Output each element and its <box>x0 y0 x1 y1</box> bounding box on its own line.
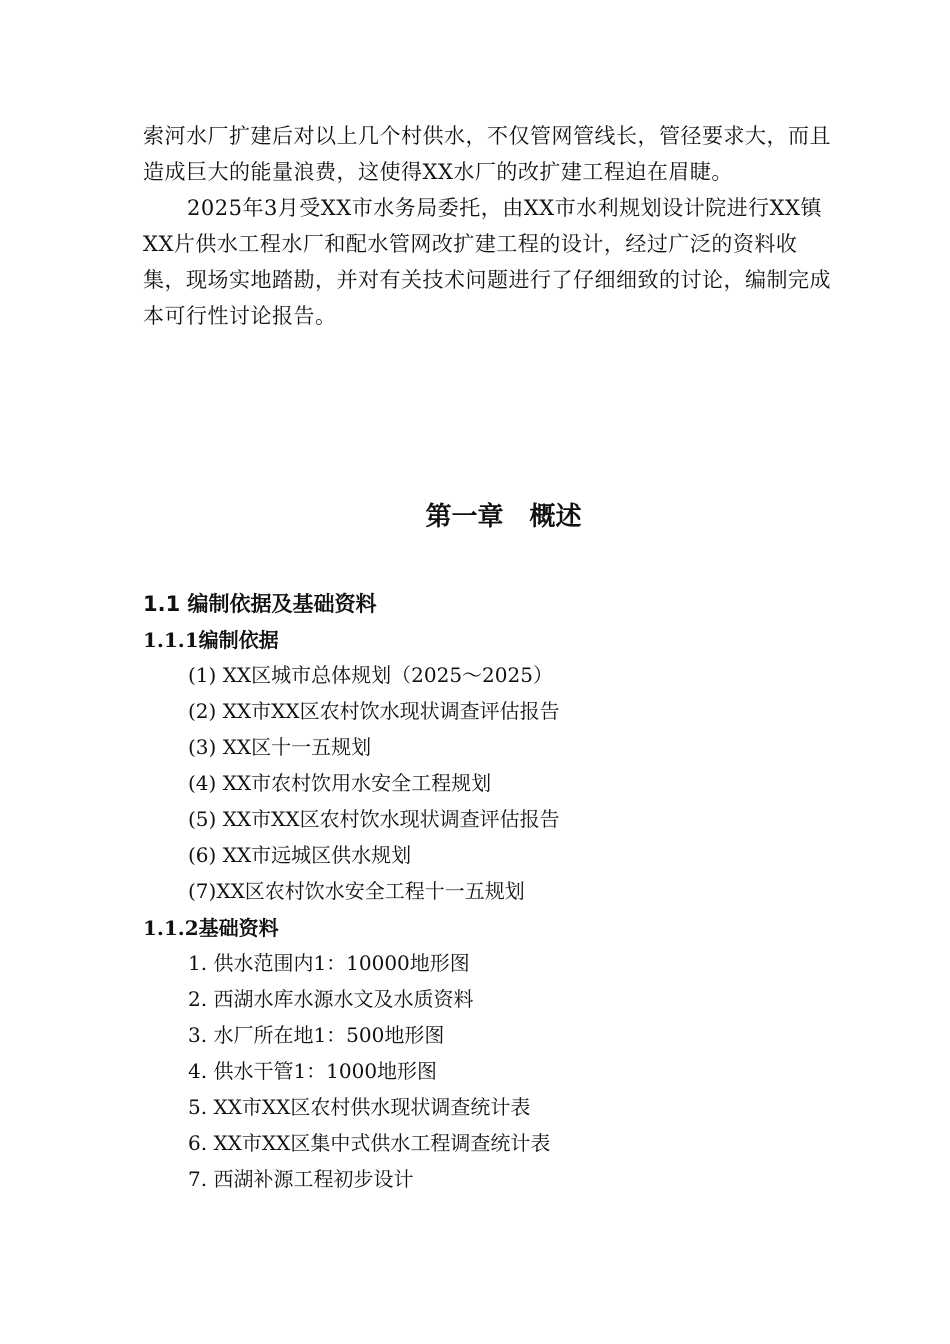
list-item: (2) XX市XX区农村饮水现状调查评估报告 <box>188 699 560 723</box>
section-title: 1.1 编制依据及基础资料 <box>143 592 377 616</box>
list-item: (1) XX区城市总体规划（2025～2025） <box>188 663 553 687</box>
list-item: 7. 西湖补源工程初步设计 <box>188 1167 414 1191</box>
list-item: 2. 西湖水库水源水文及水质资料 <box>188 987 474 1011</box>
list-item: 4. 供水干管1：1000地形图 <box>188 1059 438 1083</box>
list-item: 3. 水厂所在地1：500地形图 <box>188 1023 445 1047</box>
body-paragraph: 索河水厂扩建后对以上几个村供水，不仅管网管线长，管径要求大，而且造成巨大的能量浪费，这使得XX水厂的改扩建工程迫在眉睫。 <box>143 124 831 184</box>
list-item: 6. XX市XX区集中式供水工程调查统计表 <box>188 1131 551 1155</box>
list-item: (5) XX市XX区农村饮水现状调查评估报告 <box>188 807 560 831</box>
list-item: (4) XX市农村饮用水安全工程规划 <box>188 771 492 795</box>
subsection-title: 1.1.1编制依据 <box>143 628 279 652</box>
subsection-title: 1.1.2基础资料 <box>143 916 279 940</box>
list-item: 1. 供水范围内1：10000地形图 <box>188 951 470 975</box>
list-item: (6) XX市远城区供水规划 <box>188 843 412 867</box>
list-item: 5. XX市XX区农村供水现状调查统计表 <box>188 1095 531 1119</box>
body-paragraph: 2025年3月受XX市水务局委托，由XX市水利规划设计院进行XX镇XX片供水工程水厂和配水管网改扩建工程的设计，经过广泛的资料收集，现场实地踏勘，并对有关技术问题进行了仔细细致的讨论，编制完成本可行性讨论报告。 <box>143 196 831 328</box>
materials-list <box>188 945 550 1197</box>
basis-list <box>188 657 560 909</box>
list-item: (7)XX区农村饮水安全工程十一五规划 <box>188 879 525 903</box>
list-item: (3) XX区十一五规划 <box>188 735 372 759</box>
chapter-title: 第一章 概述 <box>425 502 582 532</box>
